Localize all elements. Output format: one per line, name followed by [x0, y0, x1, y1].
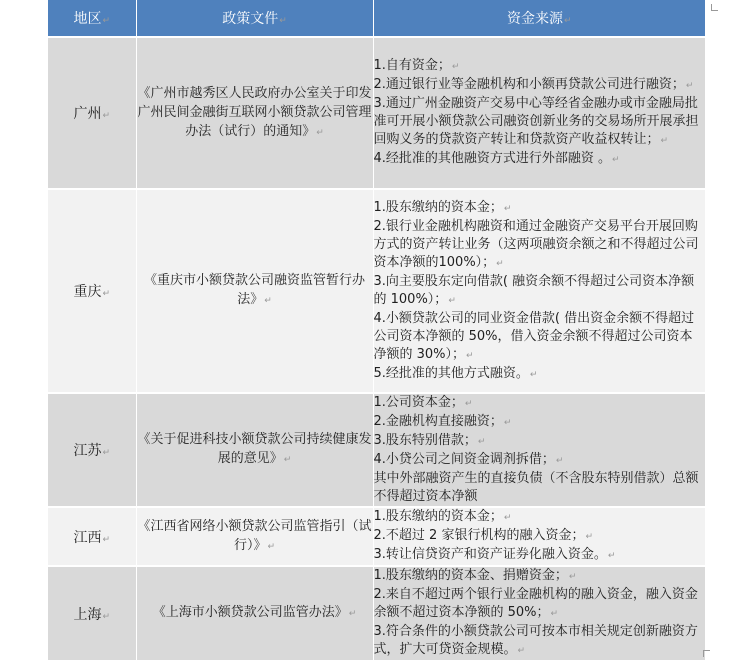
policy-cell: 《广州市越秀区人民政府办公室关于印发广州民间金融街互联网小额贷款公司管理办法（试行）的通知》↵ [136, 37, 373, 189]
source-item: 1.股东缴纳的资本金；↵ [373, 509, 512, 524]
region-cell: 广州↵ [48, 37, 136, 189]
source-item: 3.向主要股东定向借款( 融资余额不得超过公司资本净额的 100%）；↵ [373, 273, 695, 307]
region-cell: 江苏↵ [48, 393, 136, 507]
source-cell [373, 393, 705, 507]
source-item: 1.股东缴纳的资本金；↵ [373, 199, 512, 215]
policy-cell: 《上海市小额贷款公司监管办法》↵ [136, 566, 373, 660]
page-corner-mark-top-right [711, 4, 718, 11]
source-item: 2.通过银行业等金融机构和小额再贷款公司进行融资；↵ [373, 77, 694, 92]
source-item: 3.通过广州金融资产交易中心等经省金融办或市金融局批准可开展小额贷款公司融资创新业务的交易场所开展承担回购义务的贷款资产转让和贷款资产收益权转让；↵ [373, 96, 699, 147]
table-header-row [48, 0, 705, 37]
header-policy: 政策文件↵ [136, 0, 373, 37]
policy-cell: 《关于促进科技小额贷款公司持续健康发展的意见》↵ [136, 393, 373, 507]
policy-cell: 《江西省网络小额贷款公司监管指引（试行）》↵ [136, 507, 373, 566]
table-row [48, 189, 705, 393]
source-item: 4.小贷公司之间资金调剂拆借；↵ [373, 452, 564, 467]
header-region: 地区↵ [48, 0, 136, 37]
page-corner-mark-bottom-right [703, 650, 710, 657]
table-row [48, 393, 705, 507]
region-cell: 上海↵ [48, 566, 136, 660]
source-item: 4.经批准的其他融资方式进行外部融资 。↵ [373, 151, 620, 166]
source-item: 3.转让信贷资产和资产证券化融入资金。↵ [373, 547, 616, 562]
source-item: 1.自有资金；↵ [373, 58, 460, 73]
source-item: 2.银行业金融机构融资和通过金融资产交易平台开展回购方式的资产转让业务（这两项融资余额之和不得超过公司资本净额的100%）；↵ [373, 218, 699, 270]
source-cell [373, 189, 705, 393]
region-cell: 重庆↵ [48, 189, 136, 393]
region-cell: 江西↵ [48, 507, 136, 566]
policy-table [48, 0, 705, 660]
source-item: 其中外部融资产生的直接负债（不含股东特别借款）总额不得超过资本净额 [373, 471, 699, 504]
source-item: 5.经批准的其他方式融资。↵ [373, 365, 538, 381]
table-row [48, 507, 705, 566]
source-cell [373, 507, 705, 566]
source-item: 2.金融机构直接融资；↵ [373, 414, 512, 429]
policy-cell: 《重庆市小额贷款公司融资监管暂行办法》↵ [136, 189, 373, 393]
source-item: 1.公司资本金；↵ [373, 395, 473, 410]
source-cell [373, 37, 705, 189]
table-row [48, 37, 705, 189]
header-source: 资金来源↵ [373, 0, 705, 37]
table-row [48, 566, 705, 660]
source-item: 2.不超过 2 家银行机构的融入资金；↵ [373, 528, 593, 543]
source-cell [373, 566, 705, 660]
source-item: 1.股东缴纳的资本金、捐赠资金；↵ [373, 568, 577, 583]
source-item: 3.股东特别借款；↵ [373, 433, 486, 448]
source-item: 2.来自不超过两个银行业金融机构的融入资金，融入资金余额不超过资本净额的 50%；↵ [373, 587, 698, 620]
source-item: 4.小额贷款公司的同业资金借款( 借出资金余额不得超过公司资本净额的 50%，借入资金余额不得超过公司资本净额的 30%）；↵ [373, 310, 695, 362]
source-item: 3.符合条件的小额贷款公司可按本市相关规定创新融资方式，扩大可贷资金规模。↵ [373, 624, 698, 657]
